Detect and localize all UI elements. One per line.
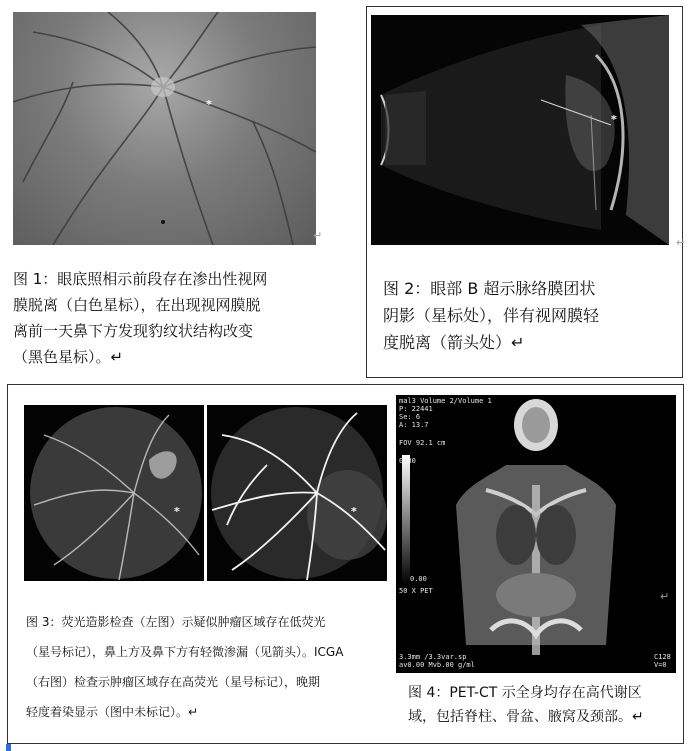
scale-top-overlay: 0/30 xyxy=(399,457,416,465)
fundus-photo xyxy=(13,12,316,245)
scale-bottom-overlay: 0.00 xyxy=(410,575,427,583)
left-star-marker: * xyxy=(174,505,180,518)
return-mark: ↵ xyxy=(313,229,323,242)
caption-line: 离前一天鼻下方发现豹纹状结构改变 xyxy=(13,322,254,340)
scan-footer-overlay: 3.3mm /3.3var.sp av0.00 Mvb.00 g/ml xyxy=(399,653,475,669)
pet-ct-body xyxy=(396,395,676,673)
figure-3-caption xyxy=(26,607,396,727)
caption-line: 域，包括脊柱、骨盆、腋窝及颈部。↵ xyxy=(408,709,644,725)
caption-line: 图 1：眼底照相示前段存在渗出性视网 xyxy=(13,270,268,288)
figure-1-panel xyxy=(7,6,357,376)
caption-line: 轻度着染显示（图中未标记）。↵ xyxy=(26,705,199,719)
caption-line: 图 4：PET-CT 示全身均存在高代谢区 xyxy=(408,685,642,701)
return-mark: ↵ xyxy=(676,236,686,249)
caption-line: （右图）检查示肿瘤区域存在高荧光（星号标记），晚期 xyxy=(26,675,321,689)
caption-line: 度脱离（箭头处）↵ xyxy=(383,333,525,352)
caption-line: 图 2：眼部 B 超示脉络膜团状 xyxy=(383,279,596,298)
pet-ct-scan xyxy=(396,395,676,673)
pet-overlay: 50 X PET xyxy=(399,587,433,595)
figure-2-panel xyxy=(366,6,686,378)
fluorescein-angiogram xyxy=(24,405,204,581)
caption-line: （星号标记），鼻上方及鼻下方有轻微渗漏（见箭头）。ICGA xyxy=(26,645,344,659)
star-marker: * xyxy=(611,113,617,126)
fov-overlay: FOV 92.1 cm xyxy=(399,439,446,447)
scan-header-overlay: mal3 Volume 2/Volume 1 P: 22441 Se: 6 A: 13.7 xyxy=(399,397,492,429)
white-star-marker: * xyxy=(206,98,212,111)
scan-right-overlay: C128 V=0 xyxy=(654,653,671,669)
blue-marker xyxy=(6,744,11,751)
fundus-vessels xyxy=(13,12,316,245)
fa-graphic xyxy=(24,405,204,581)
figure-4-caption xyxy=(408,681,683,729)
icga-graphic xyxy=(207,405,387,581)
figure-3-4-panel xyxy=(7,384,684,744)
figure-2-caption xyxy=(383,275,673,356)
icg-angiogram xyxy=(207,405,387,581)
figure-1-caption xyxy=(13,266,343,370)
caption-line: 膜脱离（白色星标），在出现视网膜脱 xyxy=(13,296,261,314)
b-scan-ultrasound xyxy=(371,15,669,245)
right-star-marker: * xyxy=(351,505,357,518)
ultrasound-graphic xyxy=(371,15,669,245)
caption-line: 图 3：荧光造影检查（左图）示疑似肿瘤区域存在低荧光 xyxy=(26,615,326,629)
return-mark: ↵ xyxy=(660,590,670,603)
caption-line: （黑色星标）。↵ xyxy=(13,348,124,366)
caption-line: 阴影（星标处），伴有视网膜轻 xyxy=(383,306,600,325)
